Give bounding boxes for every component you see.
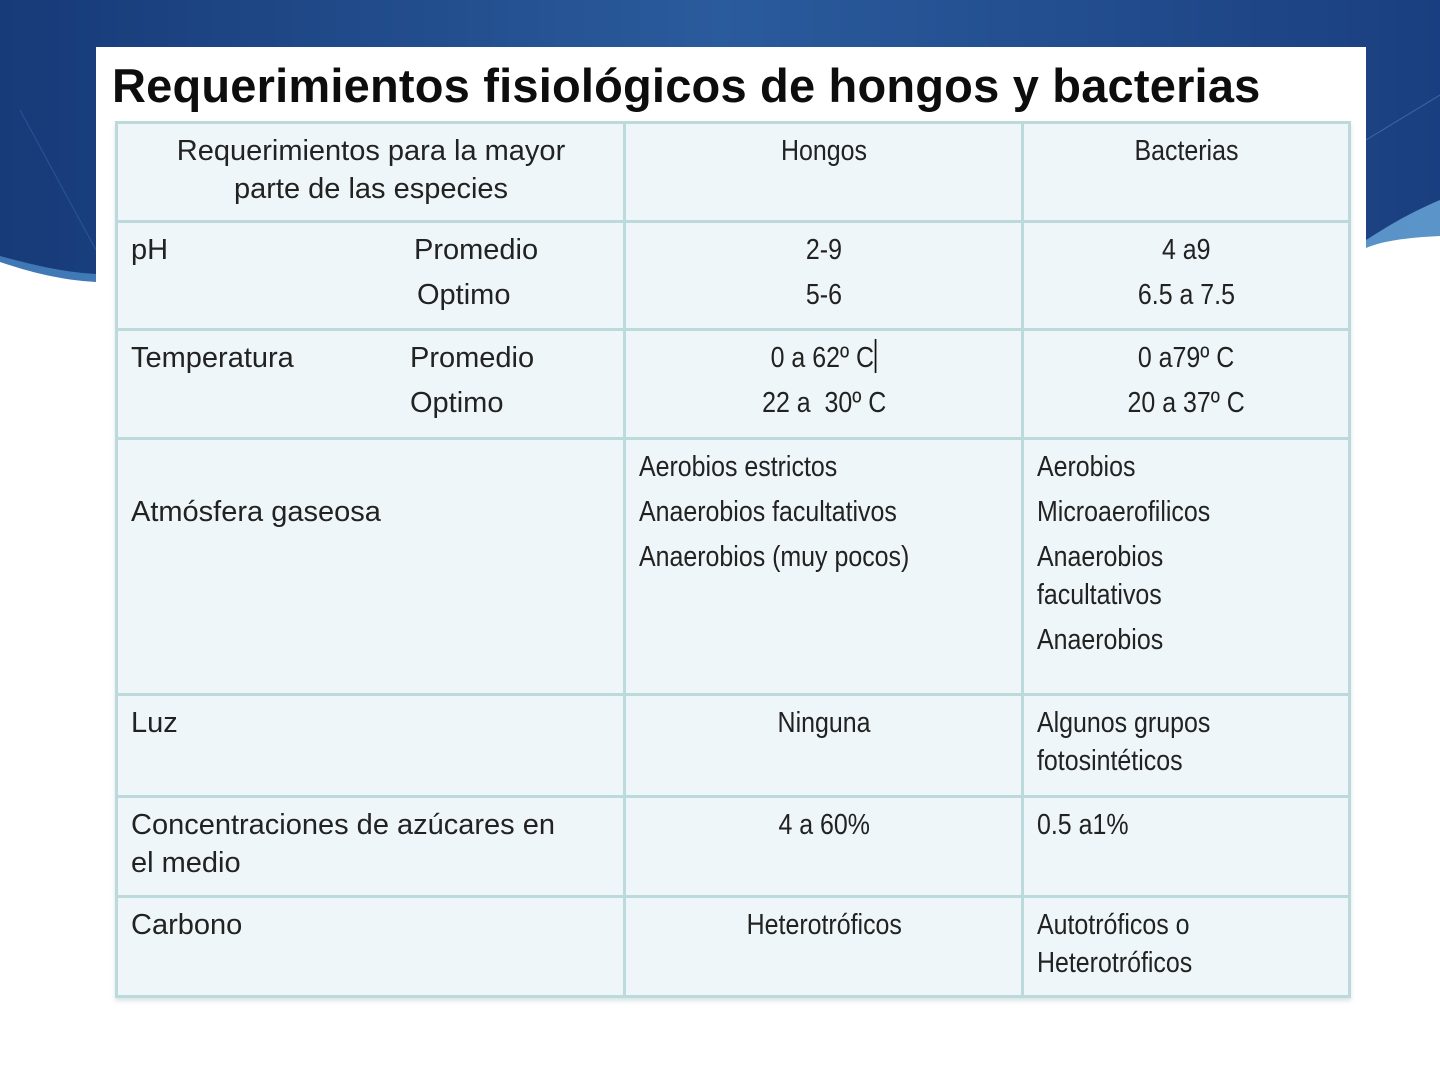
hongos-value: 2-9 bbox=[805, 234, 843, 266]
bacterias-cell bbox=[1023, 439, 1350, 695]
header-requirements-line1: Requerimientos para la mayor bbox=[176, 135, 566, 167]
table-header-row bbox=[117, 123, 1350, 222]
hongos-value bbox=[771, 339, 877, 377]
row-label-cell bbox=[117, 439, 625, 695]
row-sublabels bbox=[414, 231, 538, 314]
row-label-cell bbox=[117, 897, 625, 997]
row-label: Atmósfera gaseosa bbox=[131, 496, 381, 528]
sublabel-promedio: Promedio bbox=[410, 342, 535, 374]
sublabel-optimo: Optimo bbox=[410, 387, 504, 419]
row-label: pH bbox=[131, 234, 169, 266]
hongos-cell bbox=[625, 797, 1023, 897]
row-label-cell bbox=[117, 330, 625, 439]
table-row-temperatura bbox=[117, 330, 1350, 439]
row-label-line2: el medio bbox=[131, 847, 241, 879]
hongos-value: 4 a 60% bbox=[778, 809, 870, 841]
row-sublabels bbox=[410, 339, 534, 422]
hongos-value: 22 a 30º C bbox=[761, 387, 887, 419]
bacterias-value: 0 a79º C bbox=[1138, 342, 1235, 374]
table-row-azucares bbox=[117, 797, 1350, 897]
bacterias-value: Algunos grupos bbox=[1037, 707, 1211, 739]
table-row-carbono bbox=[117, 897, 1350, 997]
hongos-cell bbox=[625, 222, 1023, 330]
bacterias-cell bbox=[1023, 897, 1350, 997]
bacterias-cell bbox=[1023, 222, 1350, 330]
slide-title: Requerimientos fisiológicos de hongos y bacterias bbox=[112, 59, 1261, 112]
hongos-value-text: 0 a 62º C bbox=[771, 342, 875, 374]
hongos-cell bbox=[625, 897, 1023, 997]
bacterias-value: Anaerobios bbox=[1037, 541, 1164, 573]
hongos-value: Ninguna bbox=[777, 707, 871, 739]
hongos-value: Anaerobios facultativos bbox=[639, 496, 897, 528]
row-label-cell bbox=[117, 695, 625, 797]
bacterias-cell bbox=[1023, 695, 1350, 797]
hongos-cell bbox=[625, 439, 1023, 695]
header-cell-hongos bbox=[625, 123, 1023, 222]
table-row-luz bbox=[117, 695, 1350, 797]
header-cell-bacterias bbox=[1023, 123, 1350, 222]
sublabel-optimo: Optimo bbox=[417, 279, 511, 311]
header-requirements-line2: parte de las especies bbox=[233, 173, 509, 205]
bacterias-cell bbox=[1023, 797, 1350, 897]
hongos-value: Anaerobios (muy pocos) bbox=[639, 541, 910, 573]
bacterias-value: Microaerofilicos bbox=[1037, 496, 1211, 528]
row-label: Temperatura bbox=[131, 342, 294, 374]
row-label-cell bbox=[117, 797, 625, 897]
table-row-atmosfera bbox=[117, 439, 1350, 695]
bacterias-value: Heterotróficos bbox=[1037, 947, 1193, 979]
hongos-cell bbox=[625, 330, 1023, 439]
row-label-line1: Concentraciones de azúcares en bbox=[131, 809, 555, 841]
bacterias-cell bbox=[1023, 330, 1350, 439]
bacterias-value: 20 a 37º C bbox=[1127, 387, 1246, 419]
hongos-value: 5-6 bbox=[805, 279, 843, 311]
table-row-ph bbox=[117, 222, 1350, 330]
bacterias-value: facultativos bbox=[1037, 579, 1162, 611]
header-cell-requirements bbox=[117, 123, 625, 222]
row-label: Carbono bbox=[131, 909, 243, 941]
header-bacterias-label: Bacterias bbox=[1134, 135, 1239, 167]
bacterias-value: Aerobios bbox=[1037, 451, 1136, 483]
requirements-table bbox=[115, 121, 1351, 998]
row-label-cell bbox=[117, 222, 625, 330]
bacterias-value: Anaerobios bbox=[1037, 624, 1164, 656]
hongos-value: Aerobios estrictos bbox=[639, 451, 838, 483]
hongos-cell bbox=[625, 695, 1023, 797]
bacterias-value: fotosintéticos bbox=[1037, 745, 1183, 777]
row-label: Luz bbox=[131, 707, 178, 739]
hongos-value: Heterotróficos bbox=[746, 909, 902, 941]
sublabel-promedio: Promedio bbox=[414, 234, 539, 266]
bacterias-value: 0.5 a1% bbox=[1037, 809, 1129, 841]
bacterias-value: Autotróficos o bbox=[1037, 909, 1190, 941]
text-cursor bbox=[875, 339, 877, 373]
header-hongos-label: Hongos bbox=[781, 135, 867, 167]
bacterias-value: 6.5 a 7.5 bbox=[1137, 279, 1236, 311]
bacterias-value: 4 a9 bbox=[1162, 234, 1211, 266]
